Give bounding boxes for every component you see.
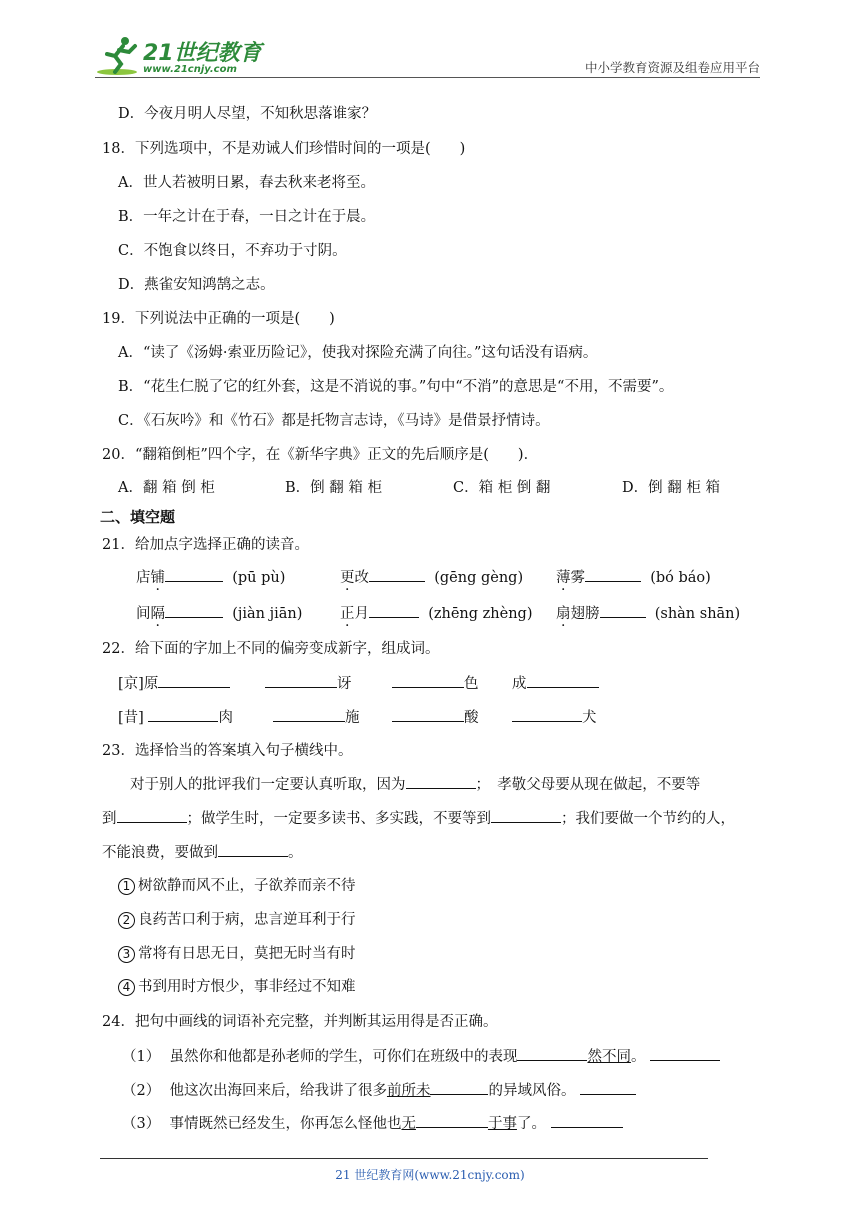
q17-option-d: D．今夜月明人尽望，不知秋思落谁家？: [118, 106, 377, 122]
question-21: 21．给加点字选择正确的读音。: [102, 537, 309, 553]
q19-option-c: C．《石灰吟》和《竹石》都是托物言志诗，《马诗》是借景抒情诗。: [118, 413, 550, 429]
q22-row-1-b: 讶: [265, 673, 352, 694]
q21-item-6: 扇翅膀 (shàn shān): [556, 603, 740, 624]
q20-option-d: D．倒 翻 柜 箱: [622, 480, 720, 496]
q21-item-3: 薄雾 (bó báo): [556, 567, 711, 588]
page-header: [95, 30, 760, 80]
q24-item-3: （3） 事情既然已经发生，你再怎么怪他也无 于事了。: [122, 1113, 623, 1134]
question-24: 24．把句中画线的词语补充完整，并判断其运用得是否正确。: [102, 1014, 498, 1030]
q24-item-1: （1） 虽然你和他都是孙老师的学生，可你们在班级中的表现 然不同。: [122, 1046, 720, 1067]
q21-item-5: 正月 (zhēng zhèng): [340, 603, 533, 624]
q23-paragraph-line-2: 到 ；做学生时，一定要多读书、多实践，不要等到 ；我们要做一个节约的人，: [102, 808, 735, 829]
q18-option-d: D．燕雀安知鸿鹄之志。: [118, 277, 275, 293]
question-18: 18．下列选项中，不是劝诫人们珍惜时间的一项是( ): [102, 141, 466, 157]
q18-option-c: C．不饱食以终日，不弃功于寸阴。: [118, 243, 347, 259]
footer-divider: [100, 1158, 708, 1159]
q22-row-1-d: 成: [512, 673, 599, 694]
q22-row-2-b: 施: [273, 707, 360, 728]
platform-title: 中小学教育资源及组卷应用平台: [584, 60, 760, 75]
q19-option-a: A．“读了《汤姆·索亚历险记》，使我对探险充满了向往。”这句话没有语病。: [118, 345, 598, 361]
logo-text: 21世纪教育: [143, 41, 262, 66]
q22-row-1: [京]原: [118, 673, 230, 694]
q23-option-3: 3 常将有日思无日，莫把无时当有时: [118, 944, 356, 964]
q20-option-b: B．倒 翻 箱 柜: [285, 480, 382, 496]
logo-url: www.21cnjy.com: [143, 64, 237, 75]
q20-option-c: C．箱 柜 倒 翻: [453, 480, 551, 496]
question-20: 20．“翻箱倒柜”四个字，在《新华字典》正文的先后顺序是( )．: [102, 447, 539, 463]
q23-option-1: 1 树欲静而风不止，子欲养而亲不待: [118, 876, 356, 896]
q19-option-b: B．“花生仁脱了它的红外套，这是不消说的事。”句中“不消”的意思是“不用，不需要”。: [118, 379, 674, 395]
q22-row-2-c: 酸: [392, 707, 479, 728]
q22-row-2: [昔] 肉: [118, 707, 233, 728]
question-22: 22．给下面的字加上不同的偏旁变成新字，组成词。: [102, 641, 440, 657]
q18-option-a: A．世人若被明日累，春去秋来老将至。: [118, 175, 375, 191]
q20-option-a: A．翻 箱 倒 柜: [118, 480, 215, 496]
question-23: 23．选择恰当的答案填入句子横线中。: [102, 743, 353, 759]
header-divider: [95, 77, 760, 78]
page-footer: 21 世纪教育网(www.21cnjy.com): [335, 1168, 525, 1182]
q21-item-1: 店铺 (pū pù): [136, 567, 285, 588]
q23-option-4: 4 书到用时方恨少，事非经过不知难: [118, 977, 356, 997]
q23-paragraph-line-3: 不能浪费，要做到 。: [102, 842, 303, 863]
question-19: 19．下列说法中正确的一项是( ): [102, 311, 335, 327]
runner-logo-icon: [95, 34, 145, 78]
q23-paragraph-line-1: 对于别人的批评我们一定要认真听取，因为 ； 孝敬父母要从现在做起，不要等: [130, 774, 700, 795]
q22-row-2-d: 犬: [512, 707, 597, 728]
q21-item-4: 间隔 (jiàn jiān): [136, 603, 302, 624]
q18-option-b: B．一年之计在于春，一日之计在于晨。: [118, 209, 376, 225]
section-title-fill-blank: 二、填空题: [100, 508, 176, 526]
q23-option-2: 2 良药苦口利于病，忠言逆耳利于行: [118, 910, 356, 930]
logo: [95, 34, 265, 78]
q22-row-1-c: 色: [392, 673, 479, 694]
q24-item-2: （2） 他这次出海回来后，给我讲了很多前所未 的异域风俗。: [122, 1080, 636, 1101]
q21-item-2: 更改 (gēng gèng): [340, 567, 523, 588]
